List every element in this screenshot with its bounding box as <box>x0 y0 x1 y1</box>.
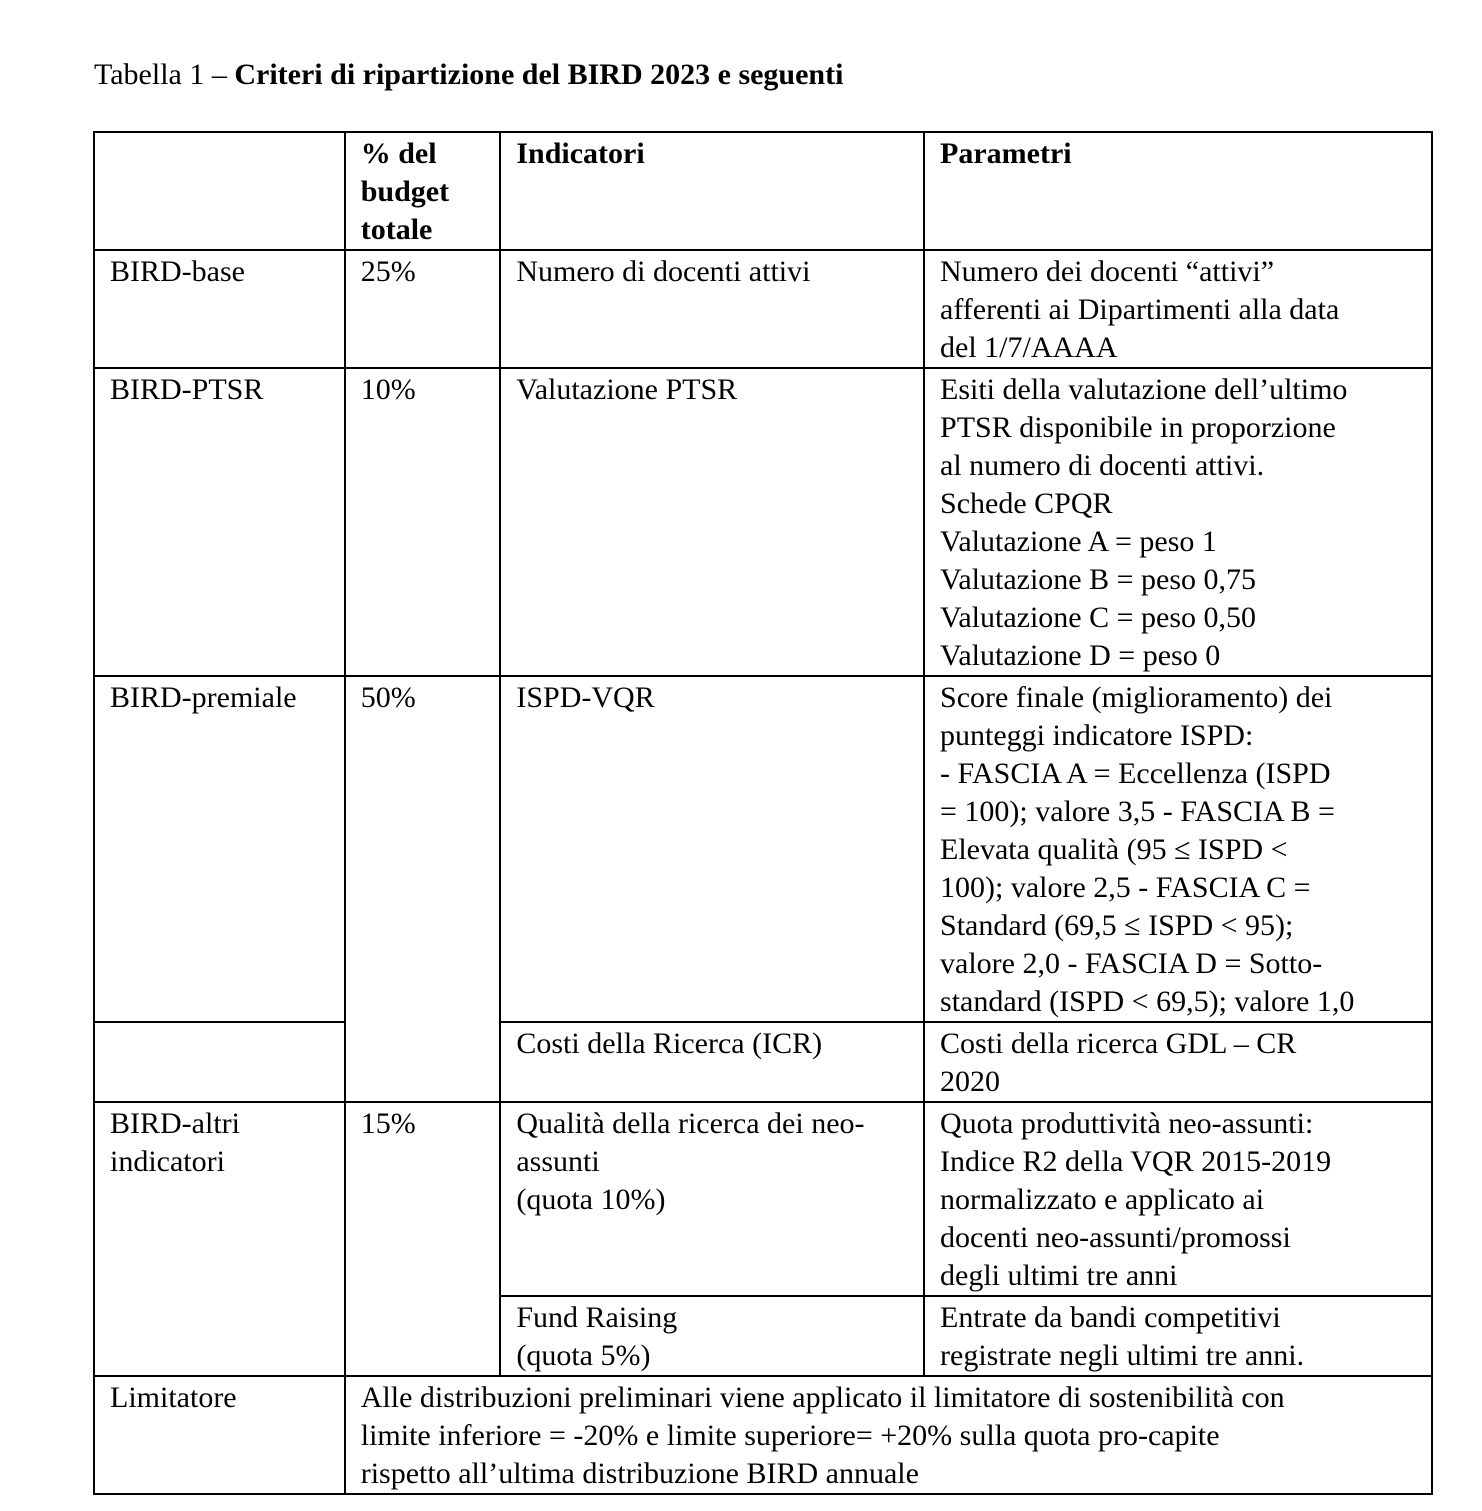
row-params <box>924 676 1432 1022</box>
row-name: Limitatore <box>94 1376 345 1494</box>
indicator-line: (quota 5%) <box>516 1339 651 1372</box>
row-name: BIRD-base <box>94 250 345 368</box>
row-percent: 50% <box>345 676 501 1102</box>
caption-prefix: Tabella 1 – <box>94 58 235 91</box>
param-line: al numero di docenti attivi. <box>940 449 1265 482</box>
param-line: Costi della ricerca GDL – CR <box>940 1027 1297 1060</box>
limitatore-line: rispetto all’ultima distribuzione BIRD annuale <box>360 1457 919 1490</box>
param-line: Numero dei docenti “attivi” <box>940 255 1275 288</box>
param-line: - FASCIA A = Eccellenza (ISPD <box>940 757 1331 790</box>
row-indicator: Valutazione PTSR <box>500 368 924 676</box>
row-params <box>924 1102 1432 1296</box>
row-indicator <box>500 1102 924 1296</box>
table-caption <box>94 58 843 92</box>
table-header-row <box>94 132 1432 250</box>
limitatore-line: limite inferiore = -20% e limite superiore= +20% sulla quota pro-capite <box>360 1419 1220 1452</box>
row-name-empty <box>94 1022 345 1102</box>
indicator-line: assunti <box>516 1145 600 1178</box>
param-line: Valutazione A = peso 1 <box>940 525 1217 558</box>
header-parametri: Parametri <box>924 132 1432 250</box>
row-percent: 25% <box>345 250 501 368</box>
limitatore-text <box>345 1376 1432 1494</box>
param-line: afferenti ai Dipartimenti alla data <box>940 293 1340 326</box>
row-name-line: BIRD-altri <box>110 1107 240 1140</box>
indicator-line: Qualità della ricerca dei neo- <box>516 1107 865 1140</box>
table-row <box>94 250 1432 368</box>
table-row <box>94 1376 1432 1494</box>
param-line: Standard (69,5 ≤ ISPD < 95); <box>940 909 1294 942</box>
param-line: registrate negli ultimi tre anni. <box>940 1339 1305 1372</box>
indicator-line: (quota 10%) <box>516 1183 666 1216</box>
param-line: Indice R2 della VQR 2015-2019 <box>940 1145 1332 1178</box>
caption-title: Criteri di ripartizione del BIRD 2023 e seguenti <box>234 58 844 91</box>
table-row <box>94 368 1432 676</box>
param-line: Elevata qualità (95 ≤ ISPD < <box>940 833 1288 866</box>
table-row <box>94 676 1432 1022</box>
param-line: degli ultimi tre anni <box>940 1259 1178 1292</box>
param-line: 2020 <box>940 1065 1001 1098</box>
param-line: docenti neo-assunti/promossi <box>940 1221 1291 1254</box>
criteria-table <box>93 131 1433 1495</box>
param-line: punteggi indicatore ISPD: <box>940 719 1254 752</box>
row-percent: 10% <box>345 368 501 676</box>
row-indicator <box>500 1296 924 1376</box>
param-line: Score finale (miglioramento) dei <box>940 681 1333 714</box>
row-indicator: Costi della Ricerca (ICR) <box>500 1022 924 1102</box>
row-params <box>924 1296 1432 1376</box>
param-line: standard (ISPD < 69,5); valore 1,0 <box>940 985 1355 1018</box>
row-name <box>94 1102 345 1376</box>
row-params <box>924 250 1432 368</box>
row-params <box>924 368 1432 676</box>
limitatore-line: Alle distribuzioni preliminari viene applicato il limitatore di sostenibilità con <box>360 1381 1285 1414</box>
param-line: Valutazione D = peso 0 <box>940 639 1221 672</box>
header-budget-line: budget <box>360 175 450 208</box>
param-line: Schede CPQR <box>940 487 1113 520</box>
header-indicatori: Indicatori <box>500 132 924 250</box>
param-line: = 100); valore 3,5 - FASCIA B = <box>940 795 1335 828</box>
row-name-line: indicatori <box>110 1145 225 1178</box>
param-line: del 1/7/AAAA <box>940 331 1118 364</box>
row-indicator: Numero di docenti attivi <box>500 250 924 368</box>
table-row <box>94 1102 1432 1296</box>
row-name: BIRD-premiale <box>94 676 345 1022</box>
indicator-line: Fund Raising <box>516 1301 678 1334</box>
header-budget-line: % del <box>360 137 437 170</box>
param-line: normalizzato e applicato ai <box>940 1183 1265 1216</box>
param-line: PTSR disponibile in proporzione <box>940 411 1336 444</box>
row-name: BIRD-PTSR <box>94 368 345 676</box>
param-line: Valutazione B = peso 0,75 <box>940 563 1257 596</box>
row-indicator: ISPD-VQR <box>500 676 924 1022</box>
param-line: Entrate da bandi competitivi <box>940 1301 1281 1334</box>
param-line: valore 2,0 - FASCIA D = Sotto- <box>940 947 1323 980</box>
param-line: Esiti della valutazione dell’ultimo <box>940 373 1348 406</box>
table-row <box>94 1022 1432 1102</box>
header-budget-percent <box>345 132 501 250</box>
param-line: 100); valore 2,5 - FASCIA C = <box>940 871 1311 904</box>
param-line: Valutazione C = peso 0,50 <box>940 601 1257 634</box>
param-line: Quota produttività neo-assunti: <box>940 1107 1314 1140</box>
row-params <box>924 1022 1432 1102</box>
header-empty-cell <box>94 132 345 250</box>
row-percent: 15% <box>345 1102 501 1376</box>
header-budget-line: totale <box>360 213 433 246</box>
